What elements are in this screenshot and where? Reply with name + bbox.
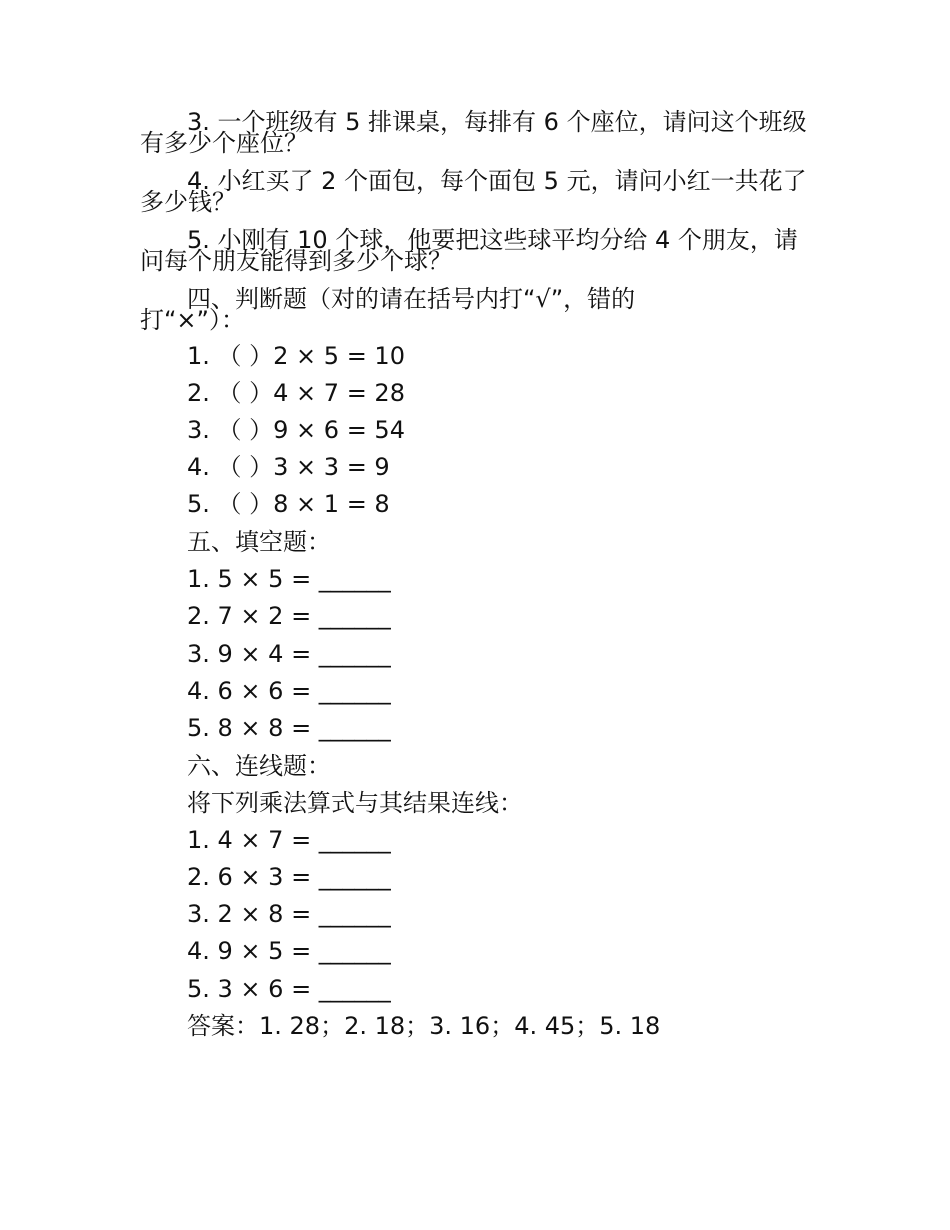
matching-heading: 六、连线题： <box>187 752 331 780</box>
word-problem-3-line1: 3. 一个班级有 5 排课桌，每排有 6 个座位，请问这个班级 <box>187 108 807 136</box>
matching-item-2: 2. 6 × 3 = ______ <box>187 863 391 891</box>
matching-item-5: 5. 3 × 6 = ______ <box>187 975 391 1003</box>
fill-blank-item-2: 2. 7 × 2 = ______ <box>187 602 391 630</box>
judgment-item-3: 3. （ ）9 × 6 = 54 <box>187 416 405 444</box>
matching-item-4: 4. 9 × 5 = ______ <box>187 937 391 965</box>
judgment-item-4: 4. （ ）3 × 3 = 9 <box>187 453 390 481</box>
matching-answer: 答案：1. 28；2. 18；3. 16；4. 45；5. 18 <box>187 1012 661 1040</box>
word-problem-3-line2: 有多少个座位？ <box>140 129 308 157</box>
matching-item-3: 3. 2 × 8 = ______ <box>187 900 391 928</box>
word-problem-5-line1: 5. 小刚有 10 个球，他要把这些球平均分给 4 个朋友，请 <box>187 226 798 254</box>
judgment-heading-line2: 打“×”）： <box>140 306 245 334</box>
fill-blank-heading: 五、填空题： <box>187 528 331 556</box>
word-problem-4-line1: 4. 小红买了 2 个面包，每个面包 5 元，请问小红一共花了 <box>187 167 807 195</box>
fill-blank-item-5: 5. 8 × 8 = ______ <box>187 714 391 742</box>
judgment-item-1: 1. （ ）2 × 5 = 10 <box>187 342 405 370</box>
word-problem-4-line2: 多少钱？ <box>140 188 236 216</box>
word-problem-5-line2: 问每个朋友能得到多少个球？ <box>140 247 452 275</box>
matching-item-1: 1. 4 × 7 = ______ <box>187 826 391 854</box>
matching-instruction: 将下列乘法算式与其结果连线： <box>187 789 523 817</box>
fill-blank-item-3: 3. 9 × 4 = ______ <box>187 640 391 668</box>
judgment-item-5: 5. （ ）8 × 1 = 8 <box>187 490 390 518</box>
judgment-item-2: 2. （ ）4 × 7 = 28 <box>187 379 405 407</box>
judgment-heading-line1: 四、判断题（对的请在括号内打“√”，错的 <box>187 285 636 313</box>
fill-blank-item-4: 4. 6 × 6 = ______ <box>187 677 391 705</box>
fill-blank-item-1: 1. 5 × 5 = ______ <box>187 565 391 593</box>
